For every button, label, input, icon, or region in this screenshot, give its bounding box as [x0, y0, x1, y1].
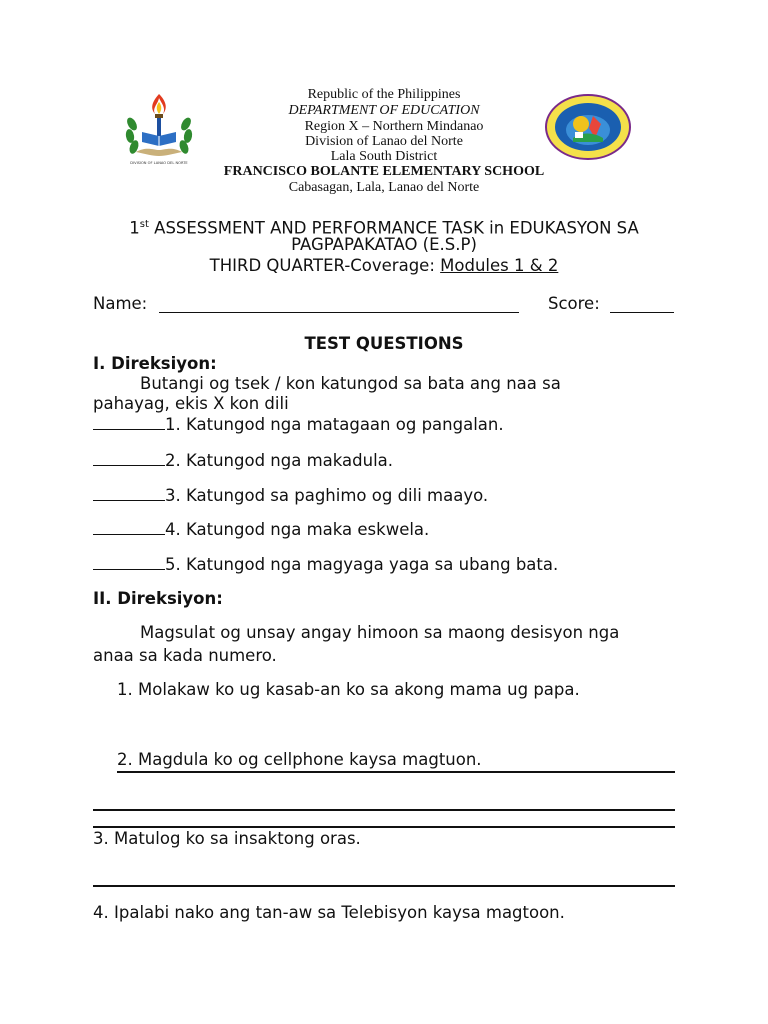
answer-line[interactable]: [93, 809, 675, 811]
header-district: Lala South District: [330, 149, 438, 164]
answer-line[interactable]: [93, 885, 675, 887]
list-item: 1. Katungod nga matagaan og pangalan.: [93, 413, 504, 435]
section-1-instruction: Butangi og tsek / kon katungod sa bata ang naa sa: [140, 374, 561, 393]
answer-blank[interactable]: [93, 449, 165, 466]
list-item: 4. Katungod nga maka eskwela.: [93, 518, 429, 540]
answer-blank[interactable]: [93, 518, 165, 535]
name-field[interactable]: [159, 312, 519, 313]
list-item: 5. Katungod nga magyaga yaga sa ubang bata.: [93, 553, 558, 575]
section-1-instruction-cont: pahayag, ekis X kon dili: [93, 394, 289, 413]
svg-text:DIVISION OF LANAO DEL NORTE: DIVISION OF LANAO DEL NORTE: [130, 161, 188, 165]
answer-blank[interactable]: [93, 553, 165, 570]
score-field[interactable]: [610, 312, 674, 313]
header-republic: Republic of the Philippines: [307, 87, 461, 102]
list-item: 4. Ipalabi nako ang tan-aw sa Telebisyon kaysa magtoon.: [93, 903, 565, 922]
list-item: 1. Molakaw ko ug kasab-an ko sa akong mama ug papa.: [117, 680, 580, 699]
title-line-2: PAGPAPAKATAO (E.S.P): [291, 235, 477, 254]
header-address: Cabasagan, Lala, Lanao del Norte: [288, 180, 480, 195]
answer-line[interactable]: [93, 826, 675, 828]
answer-line[interactable]: [117, 771, 675, 773]
score-label: Score:: [548, 294, 600, 313]
title-line-3: THIRD QUARTER-Coverage: Modules 1 & 2: [209, 256, 559, 275]
answer-blank[interactable]: [93, 484, 165, 501]
section-2-instruction: Magsulat og unsay angay himoon sa maong desisyon nga: [140, 623, 620, 642]
list-item: 2. Katungod nga makadula.: [93, 449, 393, 471]
title-line-1: 1st ASSESSMENT AND PERFORMANCE TASK in EDUKASYON SA: [129, 218, 639, 238]
name-label: Name:: [93, 294, 148, 313]
list-item: 3. Matulog ko sa insaktong oras.: [93, 829, 361, 848]
answer-blank[interactable]: [93, 413, 165, 430]
section-1-heading: I. Direksiyon:: [93, 354, 217, 373]
header-region: Region X – Northern Mindanao: [304, 119, 484, 134]
test-questions-heading: TEST QUESTIONS: [304, 334, 464, 353]
list-item: 2. Magdula ko og cellphone kaysa magtuon.: [117, 750, 482, 769]
section-2-instruction-cont: anaa sa kada numero.: [93, 646, 277, 665]
section-2-heading: II. Direksiyon:: [93, 589, 223, 608]
header-school-name: FRANCISCO BOLANTE ELEMENTARY SCHOOL: [223, 164, 545, 179]
header-department: DEPARTMENT OF EDUCATION: [288, 103, 480, 118]
list-item: 3. Katungod sa paghimo og dili maayo.: [93, 484, 488, 506]
header-division: Division of Lanao del Norte: [305, 134, 463, 149]
